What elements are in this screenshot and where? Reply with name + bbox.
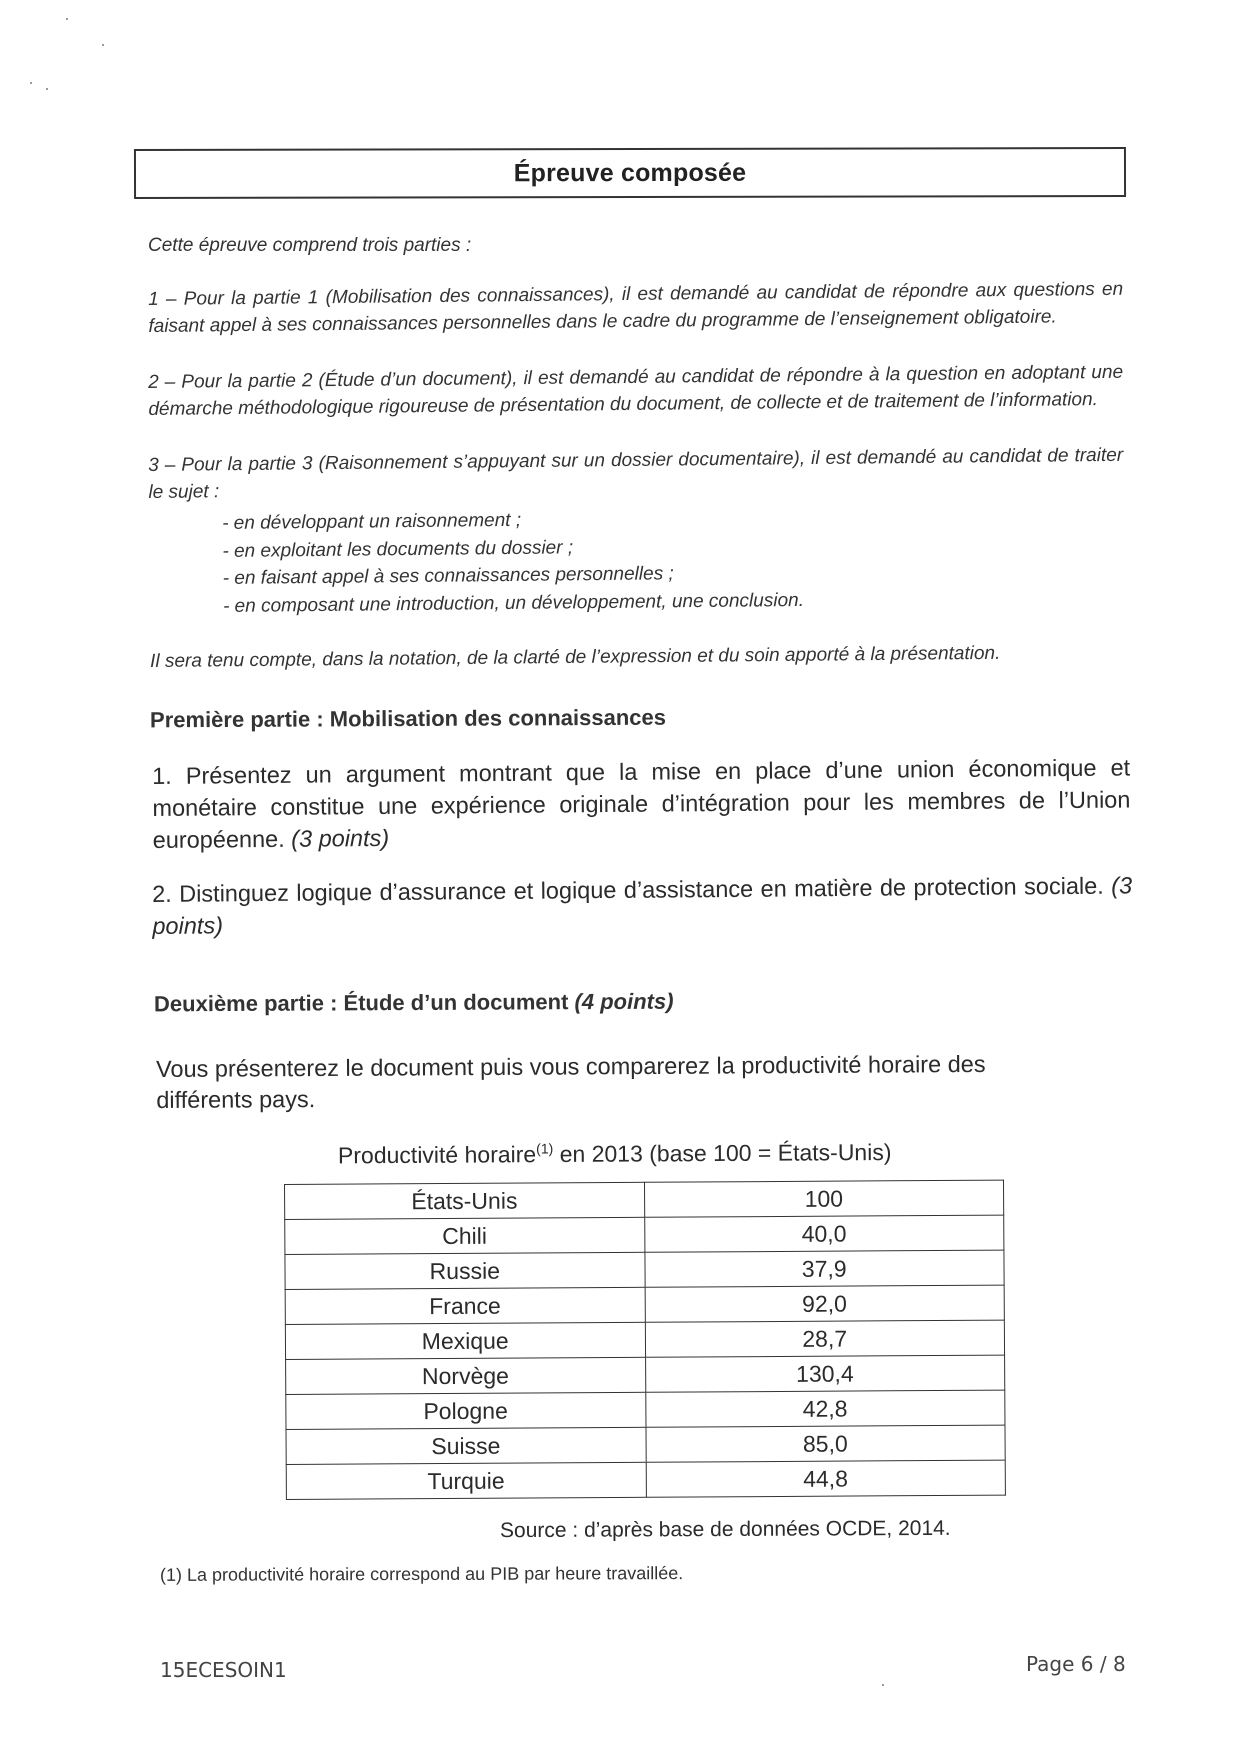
table-row bbox=[286, 1355, 1005, 1394]
question-2-text: 2. Distinguez logique d’assurance et logique d’assistance en matière de protection sociale. bbox=[152, 872, 1104, 907]
table-row bbox=[285, 1215, 1004, 1254]
table-source: Source : d’après base de données OCDE, 2014. bbox=[499, 1516, 951, 1543]
table-row bbox=[286, 1425, 1005, 1464]
notation-note: Il sera tenu compte, dans la notation, de la clarté de l’expression et du soin apporté à la présentation. bbox=[150, 642, 1001, 672]
country-cell: Chili bbox=[285, 1217, 645, 1254]
table-row bbox=[285, 1320, 1004, 1359]
instruction-bullet-list bbox=[222, 504, 804, 620]
value-cell: 92,0 bbox=[645, 1285, 1005, 1322]
page-title: Épreuve composée bbox=[513, 158, 747, 187]
value-cell: 100 bbox=[644, 1180, 1004, 1217]
question-1-points: (3 points) bbox=[291, 824, 390, 852]
title-box bbox=[134, 147, 1126, 199]
part2-heading bbox=[154, 989, 674, 1018]
page-number: Page 6 / 8 bbox=[1026, 1652, 1126, 1676]
country-cell: Russie bbox=[285, 1252, 645, 1289]
country-cell: Norvège bbox=[286, 1357, 646, 1394]
table-row bbox=[285, 1180, 1004, 1219]
question-1 bbox=[152, 751, 1131, 856]
country-cell: Suisse bbox=[286, 1427, 646, 1464]
bullet-item: - en exploitant les documents du dossier ; bbox=[222, 536, 574, 562]
table-caption-prefix: Productivité horaire bbox=[337, 1141, 537, 1169]
scan-speck bbox=[30, 82, 32, 84]
part1-heading-text: Première partie : Mobilisation des connaissances bbox=[149, 704, 667, 733]
table-footnote: (1) La productivité horaire correspond au PIB par heure travaillée. bbox=[159, 1563, 684, 1585]
document-code: 15ECESOIN1 bbox=[160, 1658, 287, 1682]
instruction-part-3: 3 – Pour la partie 3 (Raisonnement s’appuyant sur un dossier documentaire), il est demandé au candidat de traiter le sujet : bbox=[148, 444, 1124, 503]
country-cell: États-Unis bbox=[285, 1182, 645, 1219]
bullet-item: - en composant une introduction, un développement, une conclusion. bbox=[222, 589, 805, 617]
part2-instruction: Vous présenterez le document puis vous comparerez la productivité horaire des différents pays. bbox=[156, 1050, 986, 1113]
value-cell: 40,0 bbox=[644, 1215, 1004, 1252]
scan-speck bbox=[46, 88, 48, 90]
part2-heading-points: (4 points) bbox=[574, 988, 674, 1015]
question-2-points: (3 points) bbox=[152, 872, 1133, 939]
table-row bbox=[286, 1390, 1005, 1429]
productivity-table bbox=[284, 1180, 1006, 1500]
bullet-item: - en développant un raisonnement ; bbox=[222, 509, 522, 534]
table-caption bbox=[338, 1138, 892, 1169]
scan-speck bbox=[882, 1684, 884, 1686]
value-cell: 85,0 bbox=[645, 1425, 1005, 1462]
scan-speck bbox=[102, 44, 104, 46]
instruction-part-1: 1 – Pour la partie 1 (Mobilisation des connaissances), il est demandé au candidat de répondre aux questions en faisant appel à ses connaissances personnelles dans le cadre du programme de l’enseignement obligatoire. bbox=[148, 278, 1124, 337]
country-cell: Turquie bbox=[286, 1462, 646, 1499]
country-cell: Mexique bbox=[285, 1322, 645, 1359]
table-row bbox=[285, 1250, 1004, 1289]
part2-heading-text: Deuxième partie : Étude d’un document bbox=[153, 989, 569, 1017]
value-cell: 130,4 bbox=[645, 1355, 1005, 1392]
table-row bbox=[286, 1460, 1005, 1499]
value-cell: 28,7 bbox=[645, 1320, 1005, 1357]
instruction-part-2: 2 – Pour la partie 2 (Étude d’un document), il est demandé au candidat de répondre à la question en adoptant une démarche méthodologique rigoureuse de présentation du document, de collecte et de traitement de l’information. bbox=[148, 361, 1124, 420]
bullet-item: - en faisant appel à ses connaissances personnelles ; bbox=[222, 563, 674, 589]
country-cell: Pologne bbox=[286, 1392, 646, 1429]
value-cell: 42,8 bbox=[645, 1390, 1005, 1427]
table-caption-suffix: en 2013 (base 100 = États-Unis) bbox=[553, 1138, 892, 1168]
scan-speck bbox=[66, 18, 68, 20]
question-1-text: 1. Présentez un argument montrant que la mise en place d’une union économique et monétaire constitue une expérience originale d’intégration pour les membres de l’Union européenne. bbox=[152, 754, 1131, 853]
table-row bbox=[285, 1285, 1004, 1324]
intro-lead: Cette épreuve comprend trois parties : bbox=[148, 235, 472, 256]
value-cell: 44,8 bbox=[646, 1460, 1006, 1497]
question-2 bbox=[152, 869, 1133, 942]
country-cell: France bbox=[285, 1287, 645, 1324]
value-cell: 37,9 bbox=[644, 1250, 1004, 1287]
footnote-marker: (1) bbox=[536, 1140, 554, 1157]
part1-heading bbox=[150, 705, 666, 734]
